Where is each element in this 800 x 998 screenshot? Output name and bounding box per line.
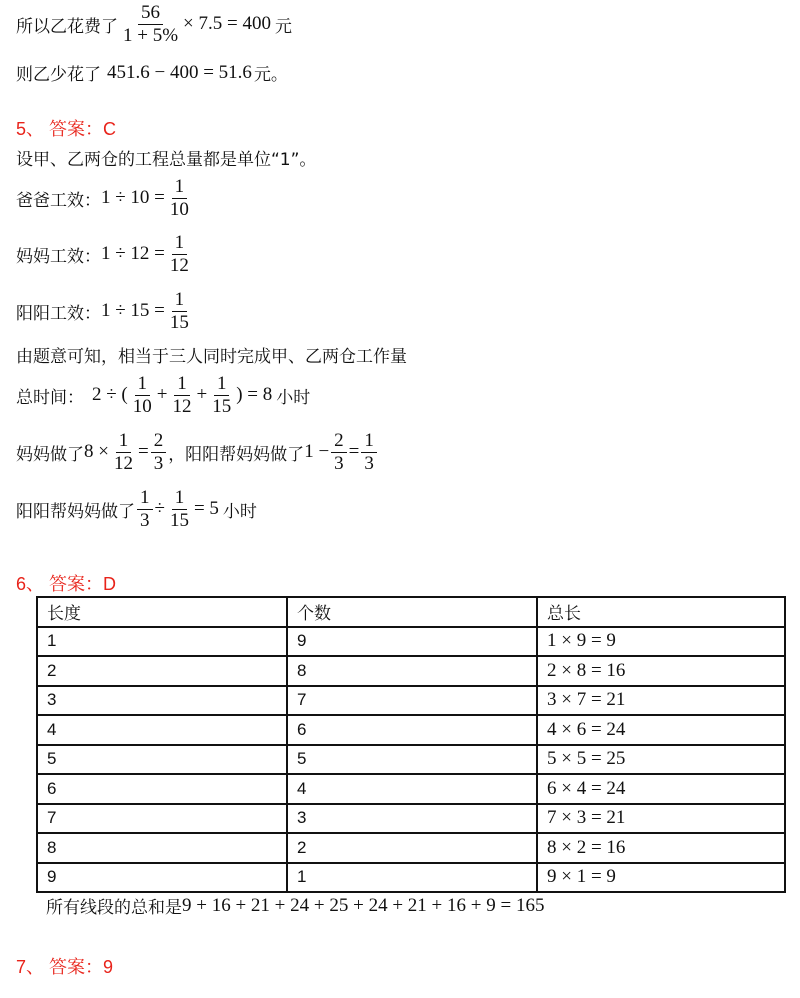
equals-sign: = [137, 441, 149, 463]
dad-efficiency-line [16, 176, 194, 221]
total-label: 总时间： [16, 387, 84, 408]
cell-count: 8 [287, 656, 537, 686]
remaining-expression: 1 − [304, 441, 330, 463]
table-row [37, 656, 785, 686]
help-label: 阳阳帮妈妈做了 [16, 501, 135, 522]
cell-count: 1 [287, 863, 537, 893]
fraction-denominator: 1 + 5% [123, 24, 179, 46]
fraction-numerator: 56 [138, 2, 163, 25]
cell-length: 4 [37, 715, 287, 745]
cell-length: 8 [37, 833, 287, 863]
table-row [37, 627, 785, 657]
total-unit: 小时 [276, 387, 311, 408]
cell-total: 7 × 3 = 21 [537, 804, 785, 834]
fraction-denominator: 10 [169, 198, 189, 220]
sum-line [46, 893, 544, 918]
remaining-fraction-1 [331, 430, 347, 475]
fraction-numerator: 1 [214, 373, 230, 396]
cell-total: 6 × 4 = 24 [537, 774, 785, 804]
help-result: = 5 [193, 498, 219, 520]
fraction-denominator: 3 [364, 452, 374, 474]
cell-count: 2 [287, 833, 537, 863]
cell-total: 4 × 6 = 24 [537, 715, 785, 745]
sum-expression: 9 + 16 + 21 + 24 + 25 + 24 + 21 + 16 + 9 = 165 [182, 894, 545, 916]
yangyang-fraction [167, 289, 192, 334]
cell-length: 7 [37, 804, 287, 834]
table-row [37, 833, 785, 863]
less-spent-line [16, 60, 288, 85]
table-row [37, 745, 785, 775]
divide-sign: ÷ [154, 498, 165, 520]
cell-count: 6 [287, 715, 537, 745]
fraction-numerator: 1 [172, 487, 188, 510]
table-row [37, 715, 785, 745]
yangyang-label: 阳阳工效： [16, 303, 101, 324]
cell-length: 1 [37, 627, 287, 657]
q5-meaning: 由题意可知，相当于三人同时完成甲、乙两仓工作量 [16, 347, 407, 367]
plus-sign: + [156, 384, 168, 406]
fraction-denominator: 10 [132, 395, 152, 417]
help-time-line [16, 487, 257, 532]
table-header-row [37, 597, 785, 627]
fraction-numerator: 1 [172, 176, 188, 199]
q6-answer: 6、 答案：D [16, 574, 117, 594]
fraction-denominator: 15 [169, 509, 189, 531]
sum-label: 所有线段的总和是 [46, 898, 182, 918]
mom-efficiency-line [16, 232, 194, 277]
header-count: 个数 [287, 597, 537, 627]
mom-done-line [16, 430, 379, 475]
table-row [37, 863, 785, 893]
fraction-numerator: 1 [135, 373, 151, 396]
mom-did-fraction-1 [111, 430, 136, 475]
yangyang-efficiency-line [16, 289, 194, 334]
fraction-numerator: 2 [331, 430, 347, 453]
fraction-denominator: 15 [169, 311, 189, 333]
cost-prefix: 所以乙花费了 [16, 16, 118, 37]
fraction-numerator: 2 [151, 430, 167, 453]
cell-count: 5 [287, 745, 537, 775]
table-row [37, 686, 785, 716]
cell-length: 6 [37, 774, 287, 804]
yangyang-expression: 1 ÷ 15 = [101, 300, 165, 322]
fraction-denominator: 12 [169, 254, 189, 276]
header-length: 长度 [37, 597, 287, 627]
mom-did-label: 妈妈做了 [16, 444, 84, 465]
mom-expression: 1 ÷ 12 = [101, 243, 165, 265]
q7-answer: 7、 答案：9 [16, 957, 114, 977]
total-fraction-1 [130, 373, 155, 418]
cost-line [16, 2, 292, 47]
total-time-line [16, 373, 310, 418]
fraction-denominator: 15 [212, 395, 232, 417]
cell-length: 3 [37, 686, 287, 716]
dad-label: 爸爸工效： [16, 190, 101, 211]
less-prefix: 则乙少花了 [16, 65, 101, 85]
cell-total: 9 × 1 = 9 [537, 863, 785, 893]
table-row [37, 804, 785, 834]
help-fraction-1 [137, 487, 153, 532]
cell-count: 3 [287, 804, 537, 834]
yangyang-helped-label: ，阳阳帮妈妈做了 [168, 444, 305, 465]
fraction-numerator: 1 [174, 373, 190, 396]
cell-total: 8 × 2 = 16 [537, 833, 785, 863]
table-row [37, 774, 785, 804]
fraction-denominator: 3 [334, 452, 344, 474]
total-fraction-3 [209, 373, 234, 418]
cell-length: 5 [37, 745, 287, 775]
cell-length: 9 [37, 863, 287, 893]
fraction-numerator: 1 [172, 232, 188, 255]
fraction-numerator: 1 [137, 487, 153, 510]
mom-label: 妈妈工效： [16, 246, 101, 267]
total-result: ) = 8 [236, 384, 273, 406]
fraction-denominator: 12 [113, 452, 133, 474]
less-unit: 元。 [253, 65, 288, 85]
cost-unit: 元 [274, 16, 292, 37]
mom-did-fraction-2 [151, 430, 167, 475]
cell-total: 5 × 5 = 25 [537, 745, 785, 775]
total-open: 2 ÷ ( [92, 384, 128, 406]
mom-fraction [167, 232, 192, 277]
cell-length: 2 [37, 656, 287, 686]
fraction-denominator: 3 [153, 452, 164, 474]
cell-count: 9 [287, 627, 537, 657]
total-fraction-2 [169, 373, 194, 418]
equals-sign: = [348, 441, 360, 463]
cost-fraction [120, 2, 181, 47]
cell-total: 2 × 8 = 16 [537, 656, 785, 686]
help-fraction-2 [167, 487, 192, 532]
fraction-denominator: 12 [172, 395, 192, 417]
fraction-numerator: 1 [361, 430, 377, 453]
mom-did-expression: 8 × [84, 441, 109, 463]
dad-expression: 1 ÷ 10 = [101, 187, 165, 209]
cell-total: 3 × 7 = 21 [537, 686, 785, 716]
length-table [36, 596, 786, 893]
less-expression: 451.6 − 400 = 51.6 [107, 61, 252, 83]
plus-sign: + [196, 384, 208, 406]
remaining-fraction-2 [361, 430, 377, 475]
help-unit: 小时 [222, 501, 257, 522]
header-total: 总长 [537, 597, 785, 627]
cost-expression: × 7.5 = 400 [183, 13, 271, 35]
cell-total: 1 × 9 = 9 [537, 627, 785, 657]
cell-count: 7 [287, 686, 537, 716]
cell-count: 4 [287, 774, 537, 804]
dad-fraction [167, 176, 192, 221]
fraction-numerator: 1 [116, 430, 132, 453]
q5-assumption: 设甲、乙两仓的工程总量都是单位“1”。 [16, 150, 317, 170]
fraction-denominator: 3 [140, 509, 150, 531]
q5-answer: 5、 答案：C [16, 119, 117, 139]
fraction-numerator: 1 [172, 289, 188, 312]
